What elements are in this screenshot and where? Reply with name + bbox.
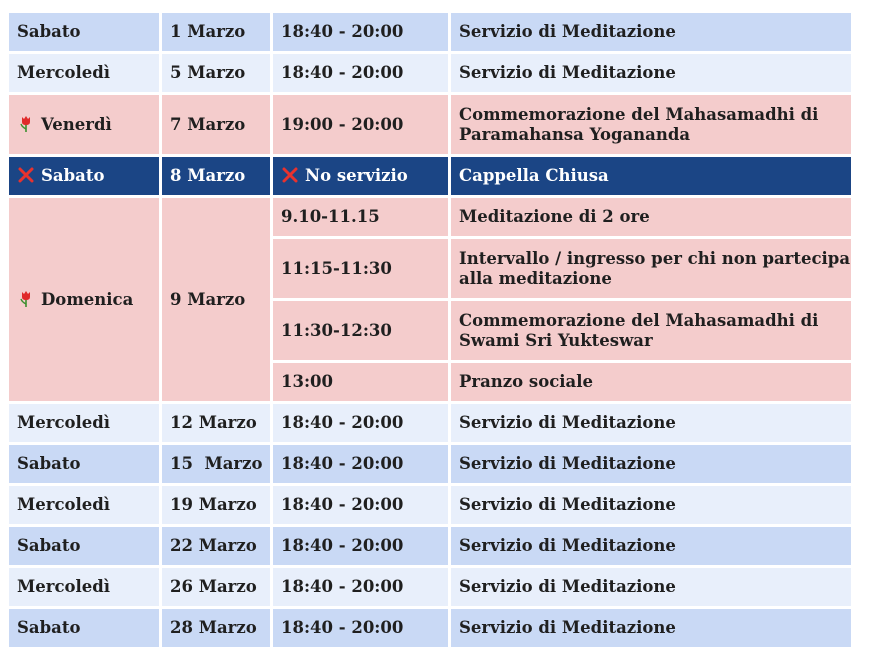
description-cell: Servizio di Meditazione: [451, 486, 851, 524]
description-cell: Servizio di Meditazione: [451, 609, 851, 647]
time-cell: 18:40 - 20:00: [273, 445, 448, 483]
date-cell: 5 Marzo: [162, 54, 270, 92]
description-cell: Servizio di Meditazione: [451, 404, 851, 442]
date-cell: 22 Marzo: [162, 527, 270, 565]
tulip-icon: [17, 115, 35, 133]
schedule-row: [9, 609, 851, 647]
day-cell: Sabato: [9, 13, 159, 51]
description-cell: Servizio di Meditazione: [451, 13, 851, 51]
description-cell: Servizio di Meditazione: [451, 54, 851, 92]
time-label: No servizio: [305, 166, 408, 185]
schedule-row: [9, 54, 851, 92]
day-label: Sabato: [41, 166, 105, 185]
time-cell: 11:30-12:30: [273, 301, 448, 360]
schedule-row: [9, 445, 851, 483]
date-cell: 19 Marzo: [162, 486, 270, 524]
time-cell: 9.10-11.15: [273, 198, 448, 236]
time-cell: 18:40 - 20:00: [273, 13, 448, 51]
day-label: Domenica: [41, 289, 134, 309]
day-label: Venerdì: [41, 114, 112, 134]
time-cell: 18:40 - 20:00: [273, 486, 448, 524]
schedule-row-sunday: [9, 198, 851, 236]
date-cell: 7 Marzo: [162, 95, 270, 154]
time-cell: [273, 157, 448, 195]
cross-mark-icon: [17, 166, 35, 184]
description-cell: Servizio di Meditazione: [451, 527, 851, 565]
day-cell: [9, 157, 159, 195]
meditation-schedule-table: [6, 10, 854, 650]
day-cell: Sabato: [9, 609, 159, 647]
date-cell: 28 Marzo: [162, 609, 270, 647]
tulip-icon: [17, 290, 35, 308]
date-cell: 1 Marzo: [162, 13, 270, 51]
time-cell: 18:40 - 20:00: [273, 568, 448, 606]
cross-mark-icon: [281, 166, 299, 184]
day-cell: Mercoledì: [9, 568, 159, 606]
time-cell: 18:40 - 20:00: [273, 527, 448, 565]
day-cell: Sabato: [9, 527, 159, 565]
schedule-row: [9, 527, 851, 565]
time-cell: 19:00 - 20:00: [273, 95, 448, 154]
day-cell: Mercoledì: [9, 54, 159, 92]
description-cell: Intervallo / ingresso per chi non partecipa alla meditazione: [451, 239, 851, 298]
date-cell: 26 Marzo: [162, 568, 270, 606]
day-cell: [9, 198, 159, 401]
description-cell: Commemorazione del Mahasamadhi di Paramahansa Yogananda: [451, 95, 851, 154]
day-cell: [9, 95, 159, 154]
description-cell: Servizio di Meditazione: [451, 445, 851, 483]
schedule-row: [9, 404, 851, 442]
date-cell: 15 Marzo: [162, 445, 270, 483]
date-cell: 9 Marzo: [162, 198, 270, 401]
time-cell: 13:00: [273, 363, 448, 401]
description-cell: Cappella Chiusa: [451, 157, 851, 195]
time-cell: 18:40 - 20:00: [273, 609, 448, 647]
schedule-row-commemoration: [9, 95, 851, 154]
day-cell: Mercoledì: [9, 486, 159, 524]
date-cell: 8 Marzo: [162, 157, 270, 195]
date-cell: 12 Marzo: [162, 404, 270, 442]
day-cell: Mercoledì: [9, 404, 159, 442]
schedule-row-closed: [9, 157, 851, 195]
time-cell: 18:40 - 20:00: [273, 54, 448, 92]
schedule-row: [9, 568, 851, 606]
time-cell: 18:40 - 20:00: [273, 404, 448, 442]
schedule-row: [9, 486, 851, 524]
description-cell: Commemorazione del Mahasamadhi di Swami Sri Yukteswar: [451, 301, 851, 360]
schedule-row: [9, 13, 851, 51]
description-cell: Servizio di Meditazione: [451, 568, 851, 606]
day-cell: Sabato: [9, 445, 159, 483]
description-cell: Pranzo sociale: [451, 363, 851, 401]
time-cell: 11:15-11:30: [273, 239, 448, 298]
description-cell: Meditazione di 2 ore: [451, 198, 851, 236]
